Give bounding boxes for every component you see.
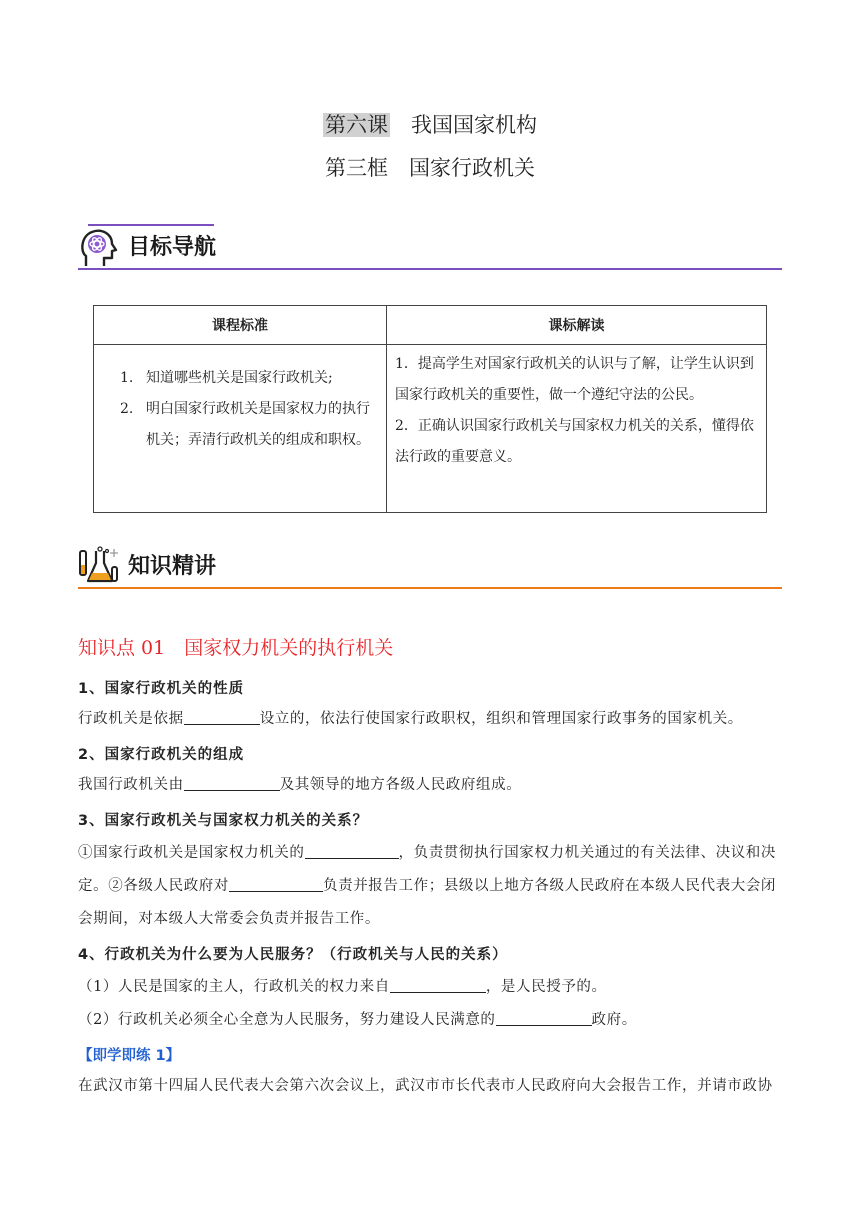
question-heading: 1、国家行政机关的性质 <box>78 681 245 697</box>
table-header-interpretation: 课标解读 <box>387 306 767 345</box>
section-knowledge-header <box>78 545 782 589</box>
section-underline <box>78 268 782 270</box>
fill-blank[interactable] <box>390 976 486 993</box>
frame-number: 第三框 <box>325 156 388 180</box>
question-body: （2）行政机关必须全心全意为人民服务，努力建设人民满意的 政府。 <box>78 1004 784 1037</box>
exercise-label: 【即学即练 1】 <box>78 1048 181 1064</box>
fill-blank[interactable] <box>229 875 323 892</box>
list-item: 1. 知道哪些机关是国家行政机关; <box>120 370 333 386</box>
question-heading: 4、行政机关为什么要为人民服务？（行政机关与人民的关系） <box>78 947 508 963</box>
question-heading: 3、国家行政机关与国家权力机关的关系？ <box>78 813 369 829</box>
fill-blank[interactable] <box>305 842 399 859</box>
standards-table <box>93 305 767 513</box>
fill-blank[interactable] <box>184 708 260 725</box>
section-goal-title: 目标导航 <box>128 235 217 260</box>
question-body: 行政机关是依据 设立的，依法行使国家行政职权，组织和管理国家行政事务的国家机关。 <box>78 703 784 736</box>
section-underline <box>78 587 782 589</box>
question-body: ①国家行政机关是国家权力机关的 ，负责贯彻执行国家权力机关通过的有关法律、决议和决定。②各级人民政府对 负责并报告工作；县级以上地方各级人民政府在本级人民代表大会闭会期间，对本级人大常委会负责并报告工作。 <box>78 837 784 936</box>
standards-cell <box>94 345 387 513</box>
lesson-name: 我国国家机构 <box>411 113 537 137</box>
interpretation-item: 2．正确认识国家行政机关与国家权力机关的关系，懂得依法行政的重要意义。 <box>395 418 754 465</box>
question-body: （1）人民是国家的主人，行政机关的权力来自 ，是人民授予的。 <box>78 971 784 1004</box>
interpretation-item: 1．提高学生对国家行政机关的认识与了解，让学生认识到国家行政机关的重要性，做一个遵纪守法的公民。 <box>395 356 754 403</box>
lab-flask-icon <box>78 545 120 587</box>
lesson-title <box>0 108 860 142</box>
question-heading: 2、国家行政机关的组成 <box>78 747 245 763</box>
list-item: 2. 明白国家行政机关是国家权力的执行机关；弄清行政机关的组成和职权。 <box>120 401 370 448</box>
table-header-standard: 课程标准 <box>94 306 387 345</box>
fill-blank[interactable] <box>496 1009 592 1026</box>
frame-title <box>0 151 860 185</box>
question-body: 我国行政机关由 及其领导的地方各级人民政府组成。 <box>78 769 784 802</box>
fill-blank[interactable] <box>184 774 280 791</box>
interpretation-cell <box>387 345 767 513</box>
section-goal-header <box>78 226 782 270</box>
knowledge-point-title: 知识点 01 国家权力机关的执行机关 <box>78 637 394 659</box>
exercise-text: 在武汉市第十四届人民代表大会第六次会议上，武汉市市长代表市人民政府向大会报告工作，并请市政协 <box>78 1078 773 1094</box>
lesson-number: 第六课 <box>325 113 388 137</box>
section-knowledge-title: 知识精讲 <box>128 554 217 579</box>
frame-name: 国家行政机关 <box>409 156 535 180</box>
brain-atom-icon <box>78 226 120 268</box>
